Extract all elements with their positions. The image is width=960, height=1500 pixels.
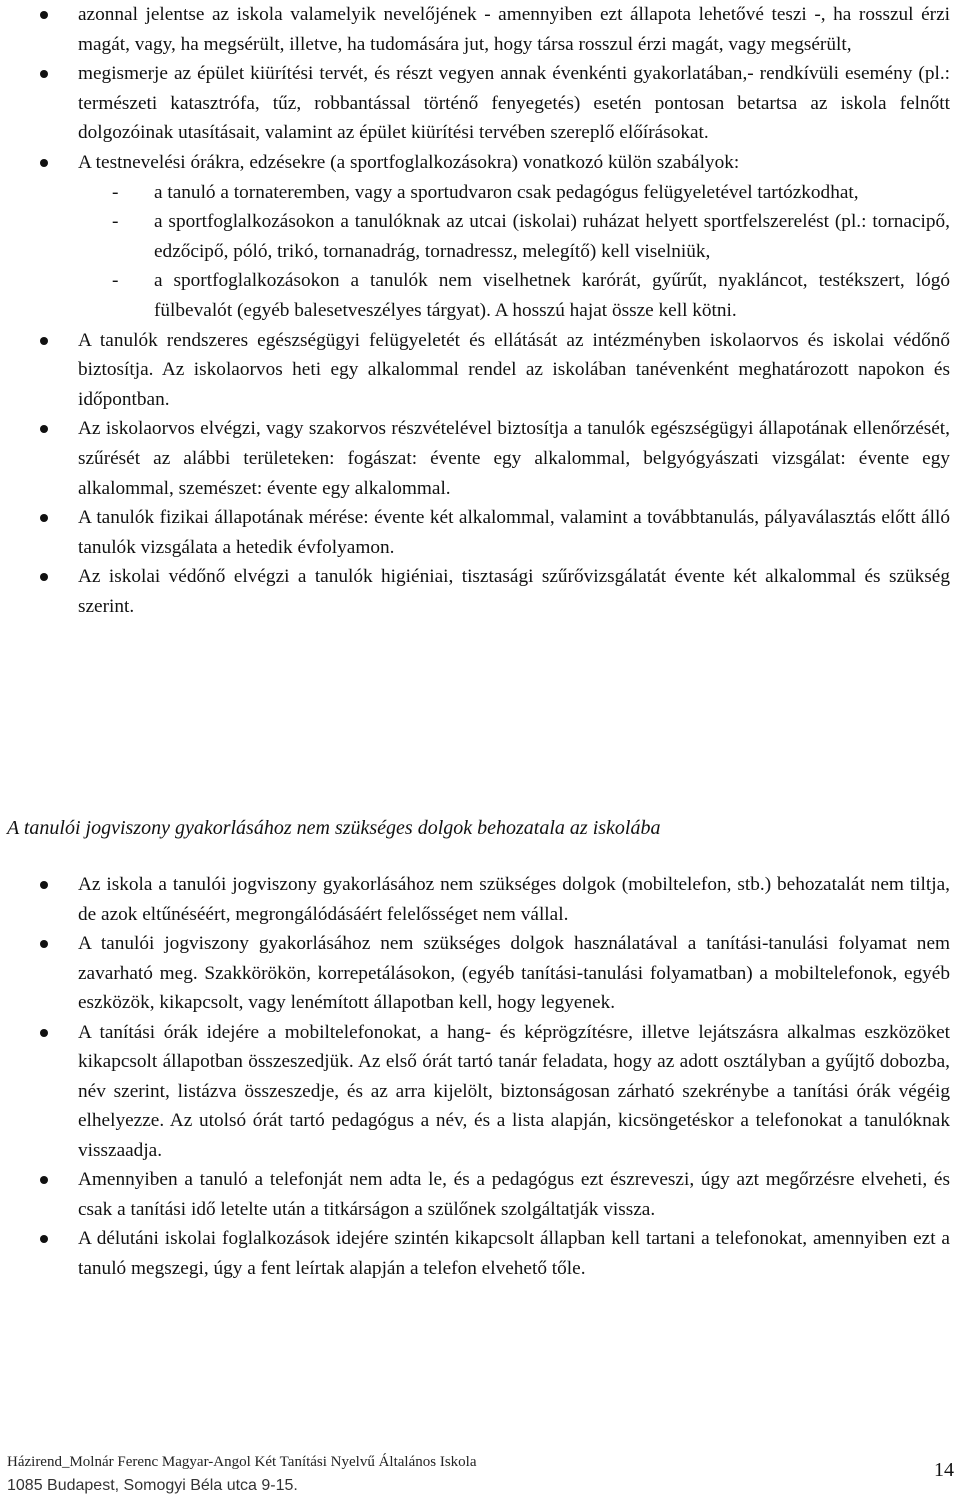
list-item-text: A tanulók rendszeres egészségügyi felügyeletét és ellátását az intézményben iskolaorvos és iskolai védőnő biztosítja. Az iskolaorvos heti egy alkalommal rendel az iskolában tanévenként meghatározott napokon és időpontban. — [78, 329, 950, 410]
bullet-icon — [40, 70, 48, 78]
list-item — [0, 503, 950, 562]
list-item-text: A délutáni iskolai foglalkozások idejére szintén kikapcsolt állapban kell tartani a telefonokat, amennyiben ezt a tanuló megszegi, úgy a fent leírtak alapján a telefon elvehető tőle. — [78, 1228, 950, 1279]
list-item-text: A tanulói jogviszony gyakorlásához nem szükséges dolgok használatával a tanítási-tanulási folyamat nem zavarható meg. Szakkörökön, korrepetálásokon, (egyéb tanítási-tanulási folyamatban) a mobiltelefonok, egyéb eszközök, kikapcsolt, vagy lenémított állapotban kell, hogy legyenek. — [78, 933, 950, 1013]
bullet-icon — [40, 514, 48, 522]
dash-item-text: a sportfoglalkozásokon a tanulóknak az utcai (iskolai) ruházat helyett sportfelszerelést (pl.: tornacipő, edzőcipő, póló, trikó, tornanadrág, tornadressz, melegítő) kell viselniük, — [154, 211, 950, 262]
list-item — [0, 0, 950, 59]
bullet-icon — [40, 940, 48, 948]
footer-title: Házirend_Molnár Ferenc Magyar-Angol Két Tanítási Nyelvű Általános Iskola — [7, 1454, 477, 1470]
page-number: 14 — [934, 1459, 954, 1481]
list-item — [0, 59, 950, 148]
list-item-text: A testnevelési órákra, edzésekre (a sportfoglalkozásokra) vonatkozó külön szabályok: — [78, 151, 740, 173]
bullet-icon — [40, 573, 48, 581]
dash-icon: - — [112, 270, 119, 292]
list-item-text: Az iskola a tanulói jogviszony gyakorlásához nem szükséges dolgok (mobiltelefon, stb.) behozatalát nem tiltja, de azok eltűnéséért, megrongálódásáért felelősséget nem vállal. — [78, 874, 950, 925]
bullet-icon — [40, 159, 48, 167]
rules-list-2 — [0, 870, 950, 1283]
list-item-text: Amennyiben a tanuló a telefonját nem adta le, és a pedagógus ezt észreveszi, úgy azt megőrzésre elveheti, és csak a tanítási idő letelte után a titkárságon a szülőnek szolgáltatják vissza. — [78, 1169, 950, 1220]
dash-item — [77, 207, 950, 266]
bullet-icon — [40, 1029, 48, 1037]
dash-item — [77, 266, 950, 325]
list-item — [0, 1165, 950, 1224]
list-item-text: megismerje az épület kiürítési tervét, és részt vegyen annak évenkénti gyakorlatában,- rendkívüli esemény (pl.: természeti katasztrófa, tűz, robbantással történő fenyegetés) esetén pontosan betartsa az iskola felnőtt dolgozóinak utasításait, valamint az épület kiürítési tervében szereplő előírásokat. — [78, 63, 950, 144]
bullet-icon — [40, 881, 48, 889]
dash-icon: - — [112, 211, 119, 233]
bullet-icon — [40, 425, 48, 433]
list-item-text: Az iskolai védőnő elvégzi a tanulók higiéniai, tisztasági szűrővizsgálatát évente két alkalommal és szükség szerint. — [78, 566, 950, 617]
list-item-text: A tanítási órák idejére a mobiltelefonokat, a hang- és képrögzítésre, illetve lejátszásra alkalmas eszközöket kikapcsolt állapotban összeszedjük. Az első órát tartó tanár feladata, hogy az adott osztályban a gyűjtő dobozba, név szerint, listázva összeszedje, és az arra kijelölt, biztonságosan zárható szekrénybe a tanítási órák végéig elhelyezze. Az utolsó órát tartó pedagógus a név, és a lista alapján, kicsöngetéskor a telefonokat a tanulóknak visszaadja. — [78, 1021, 950, 1161]
list-item-text: A tanulók fizikai állapotának mérése: évente két alkalommal, valamint a továbbtanulás, pályaválasztás előtt álló tanulók vizsgálata a hetedik évfolyamon. — [78, 507, 950, 558]
list-item — [0, 929, 950, 1018]
list-item — [0, 326, 950, 415]
list-item-text: azonnal jelentse az iskola valamelyik nevelőjének - amennyiben ezt állapota lehetővé teszi -, ha rosszul érzi magát, vagy, ha megsérült, illetve, ha tudomására jut, hogy társa rosszul érzi magát, vagy megsérült, — [78, 4, 950, 55]
dash-item-text: a tanuló a tornateremben, vagy a sportudvaron csak pedagógus felügyeletével tartózkodhat, — [154, 181, 859, 203]
bullet-icon — [40, 337, 48, 345]
sport-rules-list — [78, 178, 950, 326]
bullet-icon — [40, 1235, 48, 1243]
list-item — [0, 414, 950, 503]
footer-address: 1085 Budapest, Somogyi Béla utca 9-15. — [7, 1477, 298, 1494]
list-item — [0, 1224, 950, 1283]
bullet-icon — [40, 1176, 48, 1184]
list-item — [0, 1018, 950, 1166]
dash-icon: - — [112, 181, 119, 203]
dash-item — [77, 178, 950, 208]
list-item — [0, 870, 950, 929]
list-item — [0, 148, 950, 326]
list-item — [0, 562, 950, 621]
rules-list-1 — [0, 0, 950, 621]
bullet-icon — [40, 11, 48, 19]
section-heading: A tanulói jogviszony gyakorlásához nem szükséges dolgok behozatala az iskolába — [7, 817, 661, 839]
list-item-text: Az iskolaorvos elvégzi, vagy szakorvos részvételével biztosítja a tanulók egészségügyi állapotának ellenőrzését, szűrését az alábbi területeken: fogászat: évente egy alkalommal, belgyógyászati vizsgálat: évente egy alkalommal, szemészet: évente egy alkalommal. — [78, 418, 950, 499]
dash-item-text: a sportfoglalkozásokon a tanulók nem viselhetnek karórát, gyűrűt, nyakláncot, testékszert, lógó fülbevalót (egyéb balesetveszélyes tárgyat). A hosszú hajat össze kell kötni. — [154, 270, 950, 321]
